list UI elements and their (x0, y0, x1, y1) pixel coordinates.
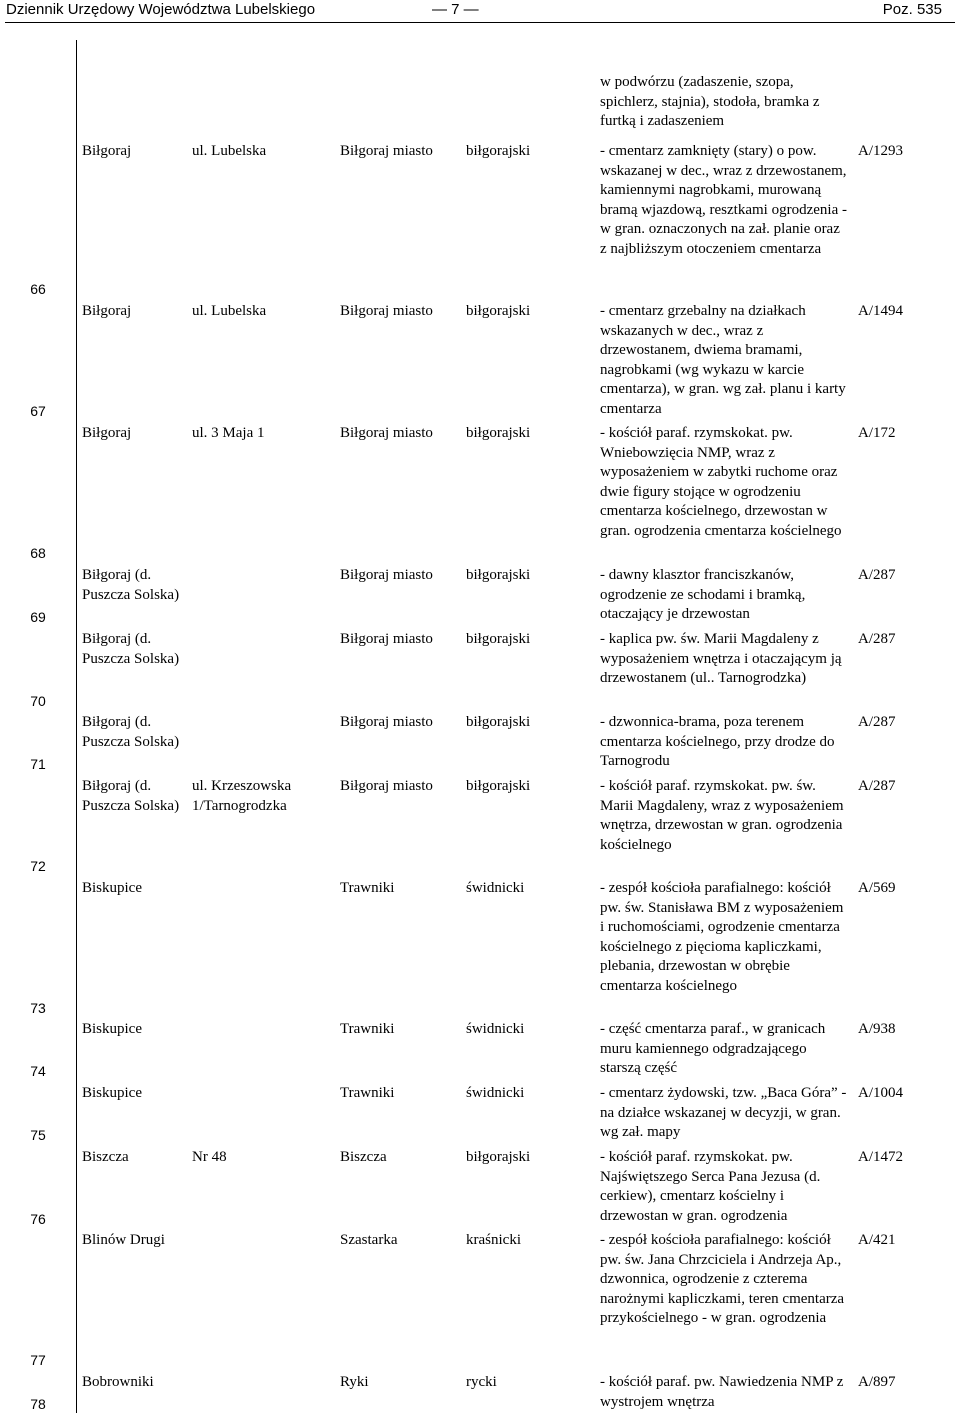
commune-cell: Trawniki (340, 880, 395, 896)
place-cell: Biłgoraj (d. Puszcza Solska) (82, 714, 180, 750)
row-number: 78 (30, 1396, 46, 1412)
street-cell: ul. 3 Maja 1 (192, 425, 265, 441)
commune-cell: Ryki (340, 1374, 369, 1390)
page-number: — 7 — (432, 1, 479, 18)
row-number: 67 (30, 403, 46, 419)
register-number-cell: A/1293 (858, 143, 903, 159)
row-number: 75 (30, 1127, 46, 1143)
row-number: 70 (30, 693, 46, 709)
table-row (0, 1084, 960, 1144)
commune-cell: Biłgoraj miasto (340, 567, 433, 583)
place-cell: Biłgoraj (82, 143, 132, 159)
page-header (0, 0, 960, 26)
county-cell: świdnicki (466, 1021, 525, 1037)
county-cell: biłgorajski (466, 631, 531, 647)
place-cell: Bobrowniki (82, 1374, 154, 1390)
description-cell: - dzwonnica-brama, poza terenem cmentarza kościelnego, przy drodze do Tarnogrodu (600, 714, 835, 769)
place-cell: Blinów Drugi (82, 1232, 165, 1248)
register-number-cell: A/1472 (858, 1149, 903, 1165)
county-cell: biłgorajski (466, 303, 531, 319)
street-cell: ul. Lubelska (192, 303, 267, 319)
commune-cell: Biłgoraj miasto (340, 425, 433, 441)
header-rule (5, 22, 955, 23)
place-cell: Biłgoraj (82, 425, 132, 441)
place-cell: Biskupice (82, 1021, 142, 1037)
place-cell: Biszcza (82, 1149, 129, 1165)
street-cell: Nr 48 (192, 1149, 227, 1165)
description-cell: w podwórzu (zadaszenie, szopa, spichlerz, stajnia), stodoła, bramka z furtką i zadaszeniem (600, 74, 820, 129)
commune-cell: Biszcza (340, 1149, 387, 1165)
description-cell: - kościół paraf. rzymskokat. pw. św. Marii Magdaleny, wraz z wyposażeniem wnętrza, drzewostan w gran. ogrodzenia kościelnego (600, 778, 844, 853)
description-cell: - kościół paraf. pw. Nawiedzenia NMP z wystrojem wnętrza (600, 1374, 844, 1410)
description-cell: - kaplica pw. św. Marii Magdaleny z wyposażeniem wnętrza i otaczającym ją drzewostanem (ul.. Tarnogrodzka) (600, 631, 842, 686)
row-number: 77 (30, 1352, 46, 1368)
table-row (0, 713, 960, 773)
commune-cell: Biłgoraj miasto (340, 303, 433, 319)
table-row (0, 630, 960, 710)
place-cell: Biłgoraj (d. Puszcza Solska) (82, 567, 180, 603)
register-number-cell: A/287 (858, 631, 896, 647)
place-cell: Biskupice (82, 1085, 142, 1101)
county-cell: biłgorajski (466, 714, 531, 730)
commune-cell: Szastarka (340, 1232, 398, 1248)
county-cell: biłgorajski (466, 425, 531, 441)
table-row (0, 566, 960, 626)
register-number-cell: A/287 (858, 567, 896, 583)
row-number: 73 (30, 1000, 46, 1016)
register-number-cell: A/421 (858, 1232, 896, 1248)
table-row (0, 424, 960, 562)
row-number: 68 (30, 545, 46, 561)
commune-cell: Trawniki (340, 1085, 395, 1101)
county-cell: kraśnicki (466, 1232, 521, 1248)
register-number-cell: A/287 (858, 714, 896, 730)
description-cell: - kościół paraf. rzymskokat. pw. Wniebowzięcia NMP, wraz z wyposażeniem w zabytki ruchome oraz dwie figury stojące w ogrodzeniu cmentarza kościelnego, drzewostan w gran. ogrodzenia cmentarza kościelnego (600, 425, 842, 539)
county-cell: biłgorajski (466, 143, 531, 159)
description-cell: - zespół kościoła parafialnego: kościół pw. św. Stanisława BM z wyposażeniem i ruchomościami, ogrodzenie cmentarza kościelnego z pięcioma kapliczkami, plebania, drzewostan w obrębie cmentarza kościelnego (600, 880, 844, 994)
county-cell: biłgorajski (466, 567, 531, 583)
position-number: Poz. 535 (882, 1, 942, 18)
commune-cell: Trawniki (340, 1021, 395, 1037)
register-number-cell: A/1494 (858, 303, 903, 319)
table-row (0, 879, 960, 1017)
table-row (0, 1373, 960, 1413)
commune-cell: Biłgoraj miasto (340, 778, 433, 794)
place-cell: Biłgoraj (d. Puszcza Solska) (82, 631, 180, 667)
table-row (0, 142, 960, 298)
row-number: 74 (30, 1063, 46, 1079)
description-cell: - kościół paraf. rzymskokat. pw. Najświętszego Serca Pana Jezusa (d. cerkiew), cmentarz kościelny i drzewostan w gran. ogrodzenia (600, 1149, 821, 1224)
table-row (0, 1020, 960, 1080)
table-row (0, 1148, 960, 1228)
commune-cell: Biłgoraj miasto (340, 631, 433, 647)
description-cell: - cmentarz żydowski, tzw. „Baca Góra” - na działce wskazanej w decyzji, w gran. wg zał. mapy (600, 1085, 847, 1140)
place-cell: Biłgoraj (82, 303, 132, 319)
place-cell: Biłgoraj (d. Puszcza Solska) (82, 778, 180, 814)
register-number-cell: A/569 (858, 880, 896, 896)
commune-cell: Biłgoraj miasto (340, 143, 433, 159)
county-cell: świdnicki (466, 880, 525, 896)
register-number-cell: A/287 (858, 778, 896, 794)
table-row (0, 777, 960, 875)
journal-title: Dziennik Urzędowy Województwa Lubelskiego (6, 1, 316, 18)
description-cell: - zespół kościoła parafialnego: kościół pw. św. Jana Chrzciciela i Andrzeja Ap., dzwonnica, ogrodzenie z czterema narożnymi kapliczkami, teren cmentarza przykościelnego - w gran. ogrodzenia (600, 1232, 845, 1326)
county-cell: rycki (466, 1374, 497, 1390)
row-number: 66 (30, 281, 46, 297)
street-cell: ul. Krzeszowska 1/Tarnogrodzka (192, 778, 292, 814)
county-cell: biłgorajski (466, 1149, 531, 1165)
register-number-cell: A/938 (858, 1021, 896, 1037)
row-number: 71 (30, 756, 46, 772)
row-number: 76 (30, 1211, 46, 1227)
register-number-cell: A/172 (858, 425, 896, 441)
county-cell: biłgorajski (466, 778, 531, 794)
table-row (0, 1231, 960, 1369)
county-cell: świdnicki (466, 1085, 525, 1101)
street-cell: ul. Lubelska (192, 143, 267, 159)
commune-cell: Biłgoraj miasto (340, 714, 433, 730)
place-cell: Biskupice (82, 880, 142, 896)
description-cell: - cmentarz zamknięty (stary) o pow. wskazanej w dec., wraz z drzewostanem, kamiennymi nagrobkami, murowaną bramą wjazdową, resztkami ogrodzenia - w gran. oznaczonych na zał. planie oraz z najbliższym otoczeniem cmentarza (600, 143, 847, 257)
table-row-continuation (0, 76, 960, 138)
register-number-cell: A/1004 (858, 1085, 903, 1101)
description-cell: - cmentarz grzebalny na działkach wskazanych w dec., wraz z drzewostanem, dwiema bramami, nagrobkami (wg wykazu w karcie cmentarza), w gran. wg zał. planu i karty cmentarza (600, 303, 846, 417)
row-number: 72 (30, 858, 46, 874)
description-cell: - dawny klasztor franciszkanów, ogrodzenie ze schodami i bramką, otaczający je drzewostan (600, 567, 806, 622)
description-cell: - część cmentarza paraf., w granicach muru kamiennego odgradzającego starszą część (600, 1021, 826, 1076)
row-number: 69 (30, 609, 46, 625)
table-row (0, 302, 960, 420)
register-number-cell: A/897 (858, 1374, 896, 1390)
